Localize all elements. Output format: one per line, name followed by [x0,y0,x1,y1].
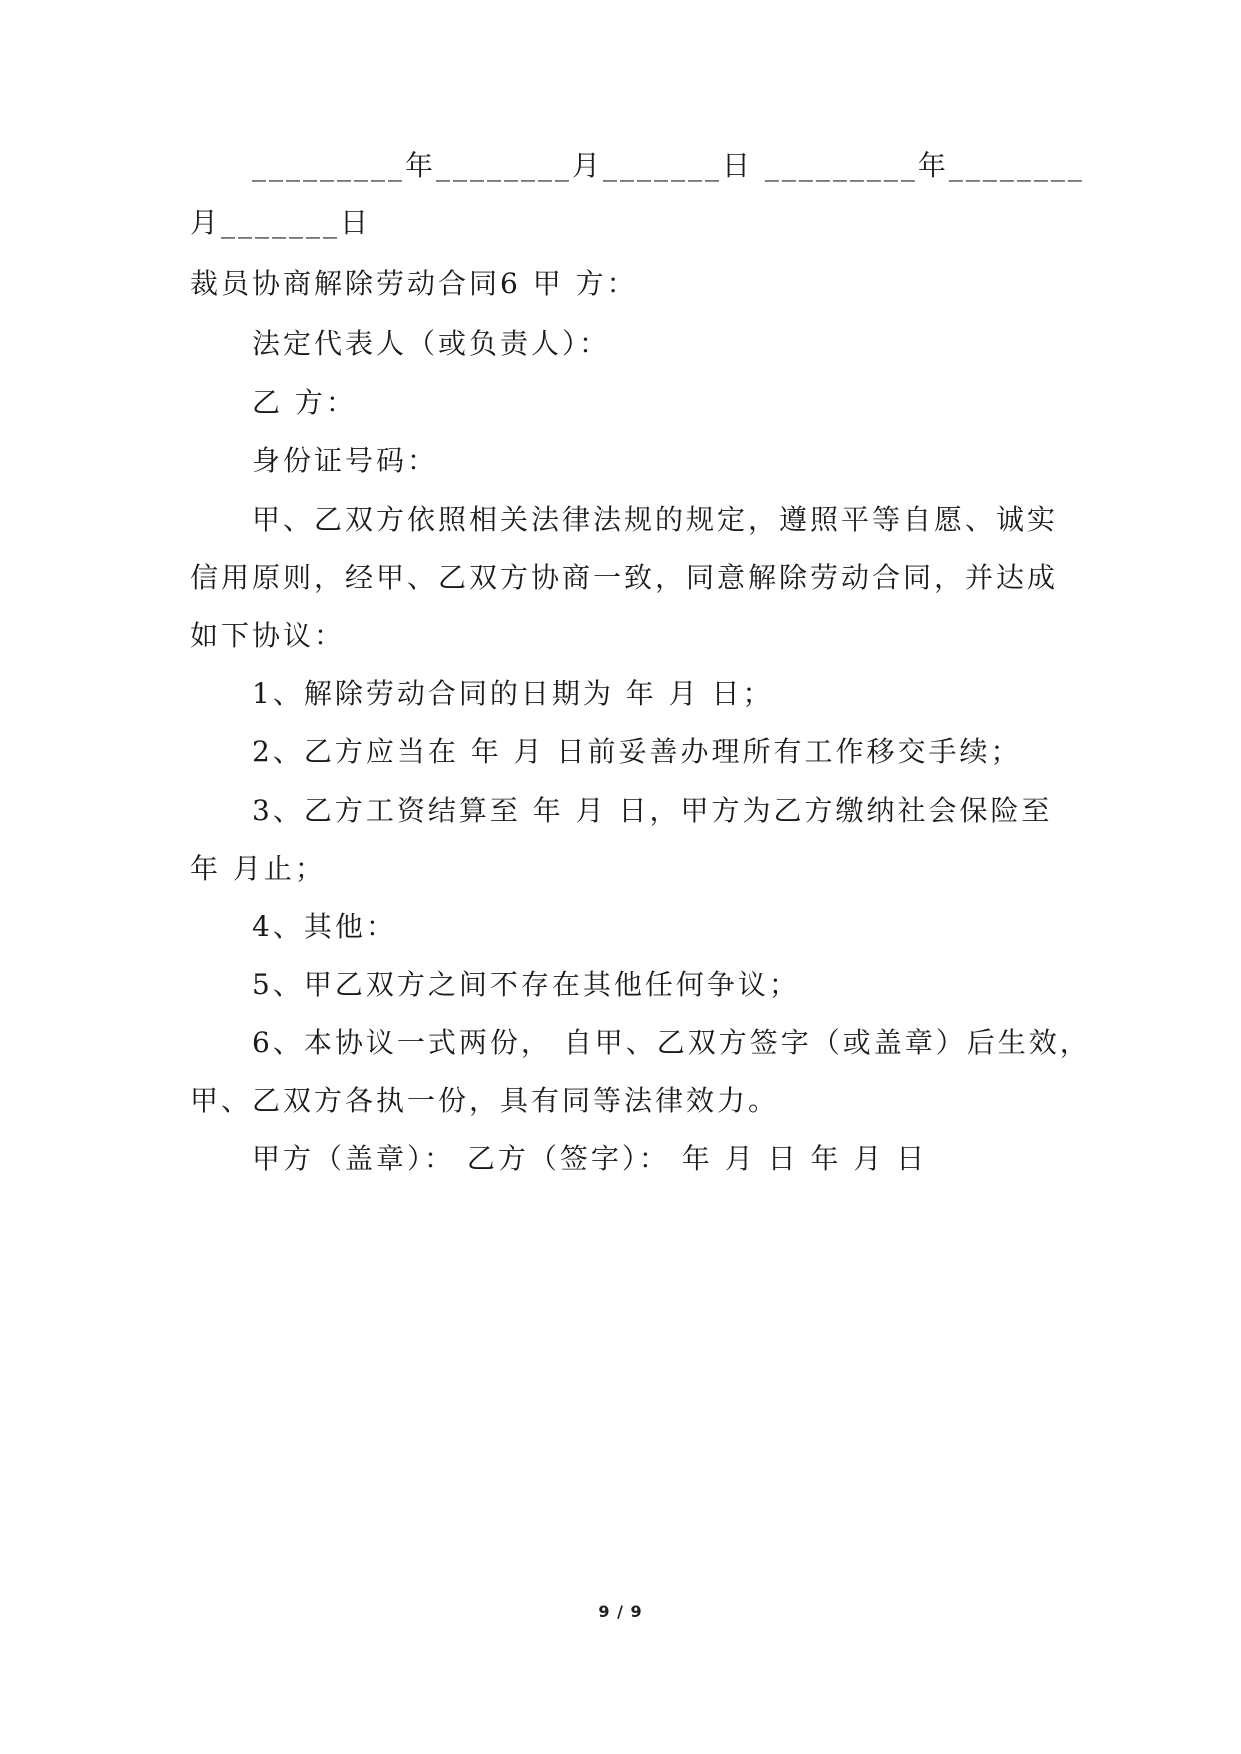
clause-3-continued: 年 月止； [190,852,326,885]
party-b-field: 乙 方： [252,386,357,419]
clause-6-continued: 甲、乙双方各执一份，具有同等法律效力。 [190,1084,780,1117]
paragraph-intro-line-3: 如下协议： [190,619,346,652]
signature-line: 甲方（盖章）： 乙方（签字）： 年 月 日 年 月 日 [252,1142,928,1175]
id-number-field: 身份证号码： [252,444,439,477]
paragraph-intro-line-2: 信用原则，经甲、乙双方协商一致，同意解除劳动合同，并达成 [190,561,1059,594]
clause-3: 3、乙方工资结算至 年 月 日，甲方为乙方缴纳社会保险至 [252,794,1053,827]
clause-2: 2、乙方应当在 年 月 日前妥善办理所有工作移交手续； [252,735,1022,768]
date-blank-line: _________年________月_______日 _________年________ [252,149,1085,182]
clause-6: 6、本协议一式两份， 自甲、乙双方签字（或盖章）后生效， [252,1026,1091,1059]
clause-1: 1、解除劳动合同的日期为 年 月 日； [252,677,774,710]
legal-representative-field: 法定代表人（或负责人）： [252,327,611,360]
page-number: 9 / 9 [598,1602,643,1621]
clause-5: 5、甲乙双方之间不存在其他任何争议； [252,968,800,1001]
date-blank-line-continued: 月_______日 [190,206,372,239]
clause-4: 4、其他： [252,910,397,943]
paragraph-intro-line-1: 甲、乙双方依照相关法律法规的规定，遵照平等自愿、诚实 [252,503,1059,536]
contract-title-line: 裁员协商解除劳动合同6 甲 方： [190,267,638,300]
